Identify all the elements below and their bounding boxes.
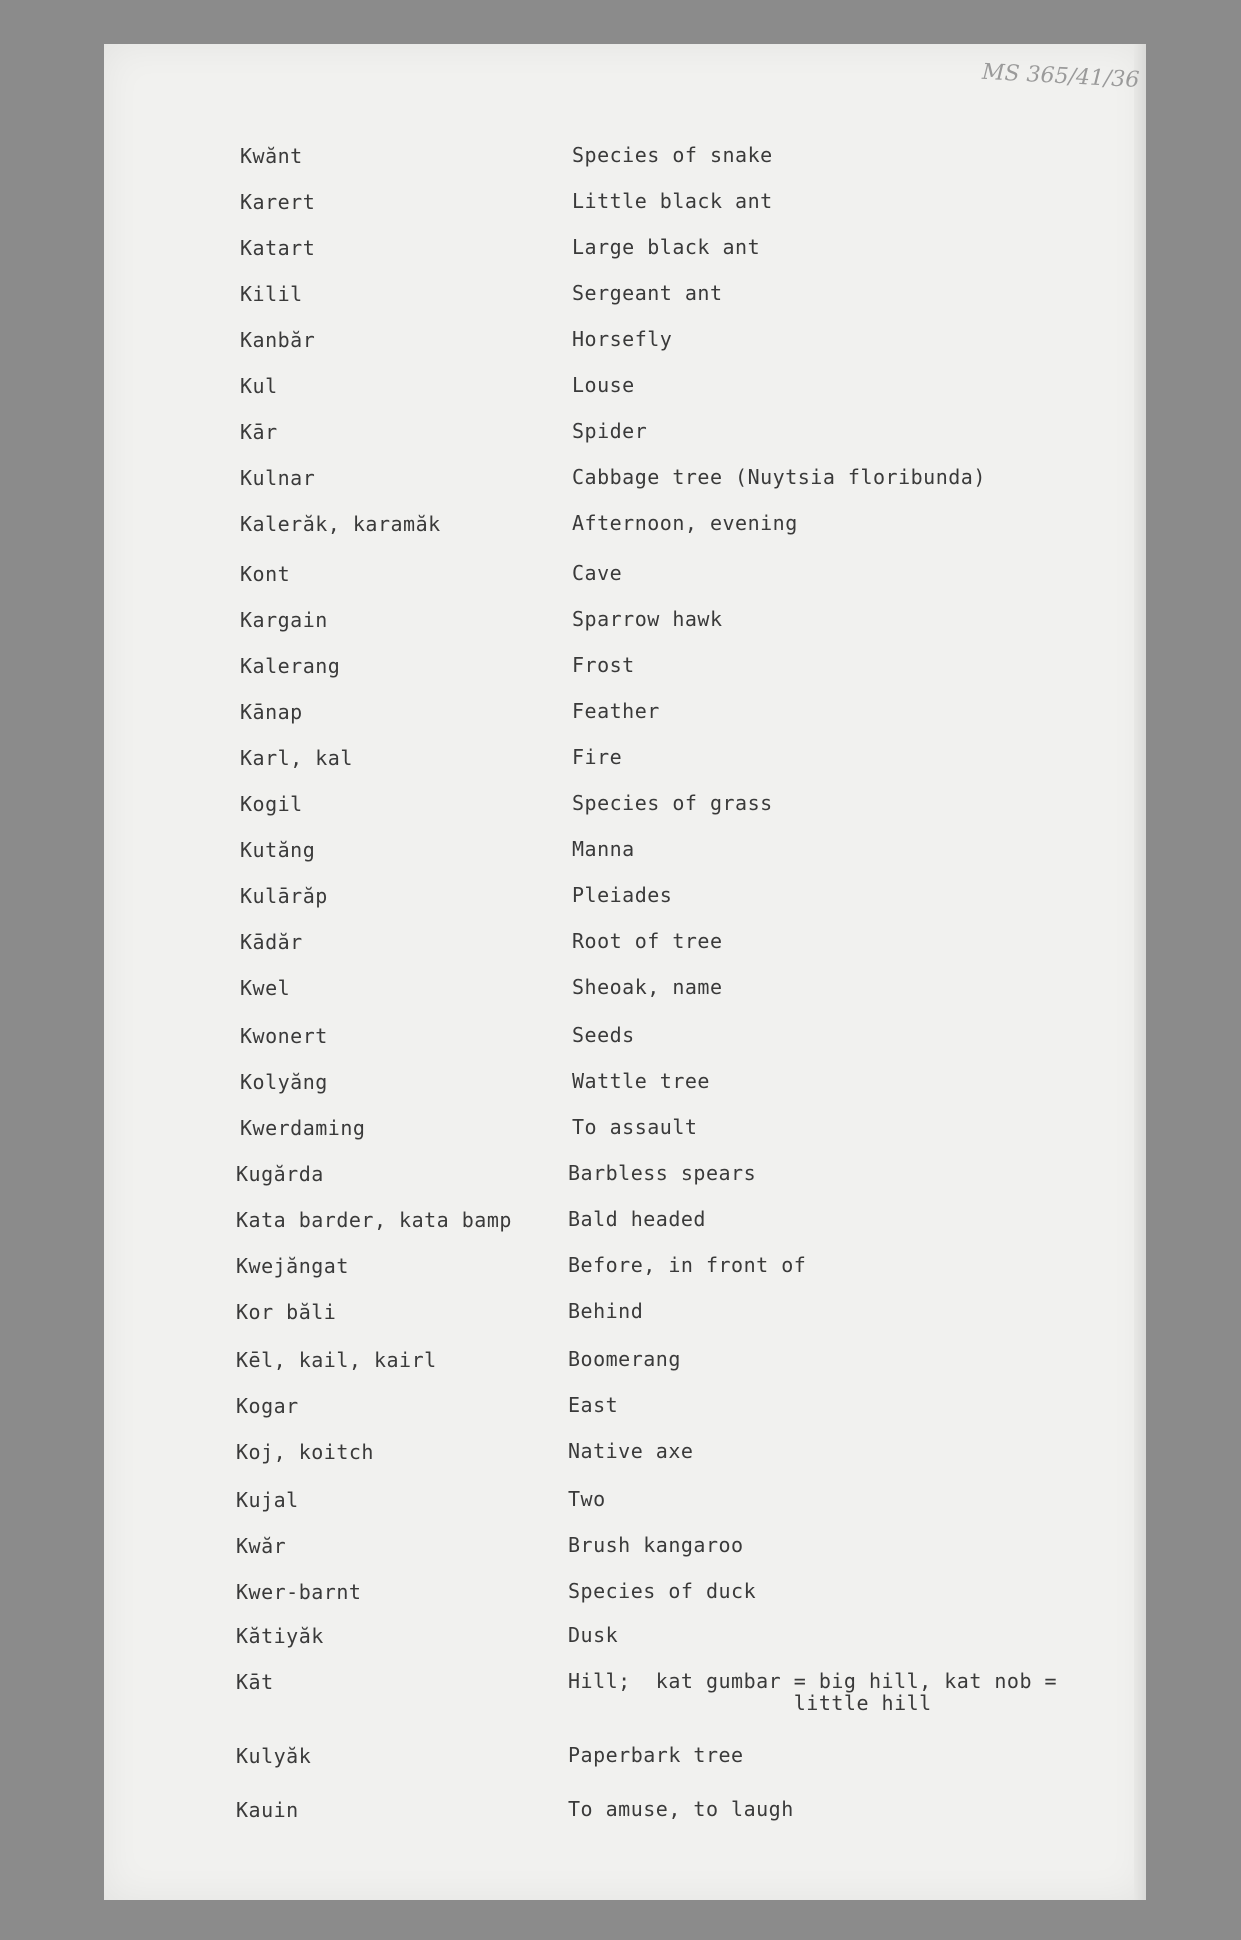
vocabulary-entry — [104, 700, 1146, 734]
english-meaning: Afternoon, evening — [572, 511, 798, 535]
english-meaning: Pleiades — [572, 883, 673, 907]
vocabulary-entry — [104, 1669, 1146, 1715]
vocabulary-entry — [104, 1798, 1146, 1832]
english-meaning: Before, in front of — [568, 1253, 807, 1277]
vocabulary-entry — [104, 282, 1146, 316]
english-meaning: Cave — [572, 561, 623, 585]
vocabulary-entry — [104, 1070, 1146, 1104]
vocabulary-entry — [104, 236, 1146, 270]
english-meaning: Large black ant — [572, 235, 761, 259]
aboriginal-term: Kwonert — [240, 1024, 328, 1048]
vocabulary-entry — [104, 1580, 1146, 1614]
aboriginal-term: Kādăr — [240, 930, 303, 954]
english-meaning: Frost — [572, 653, 635, 677]
vocabulary-entry — [104, 792, 1146, 826]
vocabulary-entry — [104, 654, 1146, 688]
vocabulary-entry — [104, 144, 1146, 178]
english-meaning: To assault — [572, 1115, 698, 1139]
vocabulary-entry — [104, 190, 1146, 224]
english-meaning: Spider — [572, 419, 648, 443]
vocabulary-entry — [104, 1116, 1146, 1150]
aboriginal-term: Koj, koitch — [236, 1440, 374, 1464]
english-meaning: Root of tree — [572, 929, 723, 953]
english-meaning: Two — [568, 1487, 606, 1511]
aboriginal-term: Kār — [240, 420, 278, 444]
aboriginal-term: Kēl, kail, kairl — [236, 1348, 437, 1372]
english-meaning: Paperbark tree — [568, 1743, 744, 1767]
aboriginal-term: Kauin — [236, 1798, 299, 1822]
aboriginal-term: Kānap — [240, 700, 303, 724]
english-meaning: Fire — [572, 745, 623, 769]
document-page — [104, 44, 1146, 1900]
page-edge — [1134, 44, 1146, 1900]
english-meaning: Little black ant — [572, 189, 773, 213]
english-meaning: East — [568, 1393, 619, 1417]
english-meaning: Boomerang — [568, 1347, 681, 1371]
aboriginal-term: Kor băli — [236, 1300, 337, 1324]
aboriginal-term: Karl, kal — [240, 746, 353, 770]
english-meaning: Cabbage tree (Nuytsia floribunda) — [572, 465, 986, 489]
english-meaning: Species of snake — [572, 143, 773, 167]
aboriginal-term: Kwănt — [240, 144, 303, 168]
aboriginal-term: Kwel — [240, 976, 291, 1000]
english-meaning: Sheoak, name — [572, 975, 723, 999]
english-meaning: To amuse, to laugh — [568, 1797, 794, 1821]
catalogue-reference: MS 365/41/36 — [981, 59, 1140, 94]
aboriginal-term: Kolyăng — [240, 1070, 328, 1094]
english-meaning: Sergeant ant — [572, 281, 723, 305]
english-meaning: Bald headed — [568, 1207, 706, 1231]
english-meaning: Wattle tree — [572, 1069, 710, 1093]
aboriginal-term: Kont — [240, 562, 291, 586]
aboriginal-term: Kata barder, kata bamp — [236, 1208, 512, 1232]
vocabulary-entry — [104, 1208, 1146, 1242]
english-meaning: Dusk — [568, 1623, 619, 1647]
vocabulary-entry — [104, 512, 1146, 546]
aboriginal-term: Kulyăk — [236, 1744, 312, 1768]
vocabulary-entry — [104, 608, 1146, 642]
english-meaning: Brush kangaroo — [568, 1533, 744, 1557]
vocabulary-entry — [104, 420, 1146, 454]
vocabulary-entry — [104, 1488, 1146, 1522]
vocabulary-entry — [104, 976, 1146, 1010]
english-meaning: Species of duck — [568, 1579, 757, 1603]
vocabulary-entry — [104, 838, 1146, 872]
vocabulary-entry — [104, 1162, 1146, 1196]
english-meaning: Sparrow hawk — [572, 607, 723, 631]
aboriginal-term: Kalerăk, karamăk — [240, 512, 441, 536]
vocabulary-entry — [104, 466, 1146, 500]
vocabulary-entry — [104, 1394, 1146, 1428]
english-meaning: Horsefly — [572, 327, 673, 351]
aboriginal-term: Kalerang — [240, 654, 341, 678]
aboriginal-term: Kwejăngat — [236, 1254, 349, 1278]
aboriginal-term: Kogil — [240, 792, 303, 816]
aboriginal-term: Kilil — [240, 282, 303, 306]
aboriginal-term: Katart — [240, 236, 316, 260]
english-meaning: Feather — [572, 699, 660, 723]
aboriginal-term: Kutăng — [240, 838, 316, 862]
vocabulary-entry — [104, 374, 1146, 408]
english-meaning: Hill; kat gumbar = big hill, kat nob = little hill — [568, 1669, 1058, 1715]
aboriginal-term: Kugărda — [236, 1162, 324, 1186]
aboriginal-term: Kulnar — [240, 466, 316, 490]
english-meaning: Manna — [572, 837, 635, 861]
english-meaning: Native axe — [568, 1439, 694, 1463]
aboriginal-term: Kogar — [236, 1394, 299, 1418]
aboriginal-term: Kāt — [236, 1670, 274, 1694]
vocabulary-entry — [104, 1744, 1146, 1778]
english-meaning: Behind — [568, 1299, 644, 1323]
vocabulary-entry — [104, 1024, 1146, 1058]
vocabulary-entry — [104, 930, 1146, 964]
vocabulary-entry — [104, 884, 1146, 918]
aboriginal-term: Kwerdaming — [240, 1116, 366, 1140]
vocabulary-entry — [104, 1440, 1146, 1474]
vocabulary-entry — [104, 1348, 1146, 1382]
aboriginal-term: Kujal — [236, 1488, 299, 1512]
english-meaning: Seeds — [572, 1023, 635, 1047]
english-meaning: Barbless spears — [568, 1161, 757, 1185]
vocabulary-entry — [104, 746, 1146, 780]
aboriginal-term: Kargain — [240, 608, 328, 632]
vocabulary-entry — [104, 1254, 1146, 1288]
aboriginal-term: Kwăr — [236, 1534, 287, 1558]
aboriginal-term: Kwer-barnt — [236, 1580, 362, 1604]
vocabulary-entry — [104, 1624, 1146, 1658]
aboriginal-term: Kulārăp — [240, 884, 328, 908]
aboriginal-term: Kătiyăk — [236, 1624, 324, 1648]
aboriginal-term: Kul — [240, 374, 278, 398]
vocabulary-entry — [104, 1300, 1146, 1334]
vocabulary-entry — [104, 1534, 1146, 1568]
aboriginal-term: Karert — [240, 190, 316, 214]
aboriginal-term: Kanbăr — [240, 328, 316, 352]
vocabulary-entry — [104, 328, 1146, 362]
english-meaning: Species of grass — [572, 791, 773, 815]
english-meaning: Louse — [572, 373, 635, 397]
vocabulary-entry — [104, 562, 1146, 596]
